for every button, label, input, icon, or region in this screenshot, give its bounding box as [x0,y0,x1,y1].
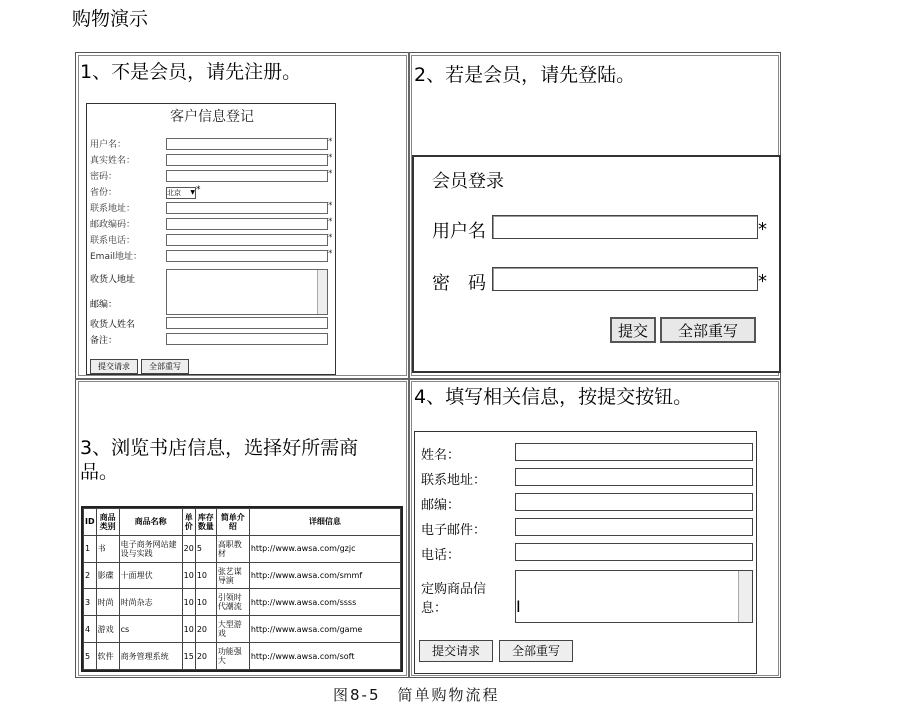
order-goods-label: 定购商品信息： [421,582,487,616]
cell-price: 10 [182,562,195,589]
register-submit-button[interactable]: 提交请求 [90,359,138,374]
cell-intro: 张艺谋导演 [216,562,249,589]
product-table [81,506,403,672]
cell-intro: 高职教材 [216,535,249,562]
table-header-row [84,509,401,536]
cell-price: 10 [182,616,195,643]
step-3-label: 3、浏览书店信息，选择好所需商品。 [80,437,359,483]
reg-label: 省份： [90,188,118,198]
order-address-input[interactable] [515,468,753,486]
login-reset-button[interactable]: 全部重写 [660,317,756,343]
table-row[interactable] [84,535,401,562]
cell-id: 2 [84,562,97,589]
reg-row-password [90,169,335,183]
password-label: 密 码 [432,273,486,294]
username-field[interactable] [166,138,328,150]
cell-detail-link[interactable]: http://www.awsa.com/soft [249,643,400,670]
cell-price: 10 [182,589,195,616]
cell-stock: 10 [195,562,216,589]
scrollbar[interactable] [317,270,327,314]
reg-label: 联系地址： [90,204,136,214]
cell-intro: 功能强大 [216,643,249,670]
reg-label: 密码： [90,172,118,182]
province-select[interactable] [166,187,196,199]
cell-price: 20 [182,535,195,562]
order-address-label: 联系地址： [421,473,487,488]
step-1-label: 1、不是会员，请先注册。 [80,61,302,83]
required-mark: * [328,169,333,179]
registration-title: 客户信息登记 [170,109,254,125]
table-row[interactable] [84,643,401,670]
cell-stock: 20 [195,643,216,670]
cell-name: 时尚杂志 [119,589,182,616]
grid-divider-vertical [408,52,410,678]
grid-divider-horizontal [75,378,781,380]
login-title: 会员登录 [432,171,504,192]
table-row[interactable] [84,616,401,643]
step-4-label: 4、填写相关信息，按提交按钮。 [414,386,693,408]
page-title: 购物演示 [72,8,149,30]
cell-detail-link[interactable]: http://www.awsa.com/game [249,616,400,643]
required-mark: * [328,233,333,243]
cell-detail-link[interactable]: http://www.awsa.com/ssss [249,589,400,616]
login-username-input[interactable] [492,215,758,239]
receiver-postcode-label: 邮编： [90,300,118,310]
phone-field[interactable] [166,234,328,246]
chevron-down-icon: ▼ [190,189,195,196]
column-header: 单价 [182,509,195,536]
required-mark: * [758,219,767,240]
order-name-input[interactable] [515,443,753,461]
cell-stock: 20 [195,616,216,643]
cell-category: 书 [96,535,119,562]
cell-id: 5 [84,643,97,670]
note-field[interactable] [166,333,328,345]
cell-name: 十面埋伏 [119,562,182,589]
required-mark: * [328,153,333,163]
cell-category: 软件 [96,643,119,670]
receiver-name-label: 收货人姓名 [90,320,136,330]
receiver-name-field[interactable] [166,317,328,329]
cell-intro: 大型游戏 [216,616,249,643]
login-password-input[interactable] [492,267,758,291]
reg-row-username [90,137,335,151]
order-submit-button[interactable]: 提交请求 [419,640,493,662]
cell-category: 时尚 [96,589,119,616]
required-mark: * [328,249,333,259]
receiver-address-label: 收货人地址 [90,275,136,285]
cell-name: 商务管理系统 [119,643,182,670]
cell-stock: 10 [195,589,216,616]
column-header: ID [84,509,97,536]
required-mark: * [328,201,333,211]
order-phone-label: 电话： [421,548,461,563]
cell-detail-link[interactable]: http://www.awsa.com/gzjc [249,535,400,562]
order-email-label: 电子邮件： [421,523,487,538]
register-reset-button[interactable]: 全部重写 [141,359,189,374]
reg-row-province [90,185,335,199]
login-form [412,155,781,373]
cell-name: 电子商务网站建设与实践 [119,535,182,562]
cell-price: 15 [182,643,195,670]
scrollbar[interactable] [738,571,752,622]
text-cursor-icon: I [516,597,521,616]
table-row[interactable] [84,562,401,589]
username-label: 用户名 [432,221,486,242]
cell-detail-link[interactable]: http://www.awsa.com/smmf [249,562,400,589]
reg-label: 用户名： [90,140,127,150]
required-mark: * [328,217,333,227]
step-2-label: 2、若是会员，请先登陆。 [414,64,636,86]
product-table-grid [83,508,401,670]
reg-row-realname [90,153,335,167]
column-header: 库存数量 [195,509,216,536]
reg-label: 邮政编码： [90,220,136,230]
cell-name: cs [119,616,182,643]
order-form [414,431,757,674]
reg-label: Email地址： [90,252,142,262]
figure-caption: 图8-5 简单购物流程 [333,686,500,704]
reg-label: 联系电话： [90,236,136,246]
cell-intro: 引领时代潮流 [216,589,249,616]
note-label: 备注： [90,336,118,346]
reg-row-email [90,249,335,263]
reg-row-postcode [90,217,335,231]
password-field[interactable] [166,170,328,182]
email-field[interactable] [166,250,328,262]
order-name-label: 姓名： [421,448,461,463]
column-header: 商品名称 [119,509,182,536]
required-mark: * [328,137,333,147]
column-header: 简单介绍 [216,509,249,536]
cell-id: 1 [84,535,97,562]
login-submit-button[interactable]: 提交 [610,317,656,343]
cell-stock: 5 [195,535,216,562]
required-mark: * [758,271,767,292]
postcode-field[interactable] [166,218,328,230]
reg-row-phone [90,233,335,247]
column-header: 详细信息 [249,509,400,536]
order-email-input[interactable] [515,518,753,536]
order-postcode-label: 邮编： [421,498,461,513]
registration-form [86,103,336,375]
receiver-address-textarea[interactable] [166,269,328,315]
reg-row-address [90,201,335,215]
cell-category: 影碟 [96,562,119,589]
table-row[interactable] [84,589,401,616]
cell-id: 3 [84,589,97,616]
order-goods-textarea[interactable] [515,570,753,623]
realname-field[interactable] [166,154,328,166]
order-reset-button[interactable]: 全部重写 [499,640,573,662]
reg-label: 真实姓名： [90,156,136,166]
province-value: 北京 [167,189,181,197]
column-header: 商品类别 [96,509,119,536]
order-phone-input[interactable] [515,543,753,561]
cell-category: 游戏 [96,616,119,643]
order-postcode-input[interactable] [515,493,753,511]
address-field[interactable] [166,202,328,214]
required-mark: * [196,185,201,195]
cell-id: 4 [84,616,97,643]
